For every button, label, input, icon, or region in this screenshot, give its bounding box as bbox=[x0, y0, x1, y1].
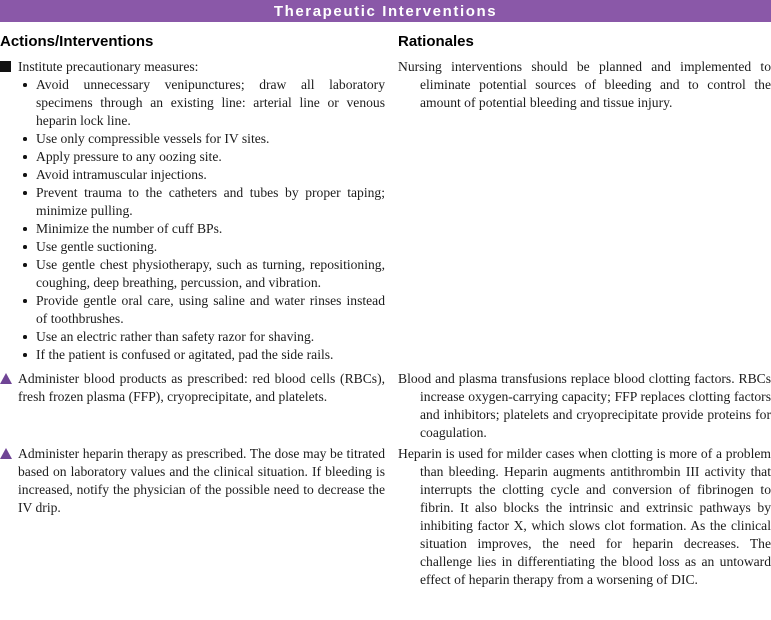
rationale-cell-2 bbox=[398, 370, 771, 445]
action-cell-1 bbox=[0, 58, 385, 370]
list-item bbox=[0, 148, 385, 166]
triangle-icon bbox=[0, 373, 12, 384]
action-text: Administer blood products as prescribed: red blood cells (RBCs), fresh frozen plasma (FFP), cryoprecipitate, and platelets. bbox=[18, 371, 385, 404]
sub-item-text: Use an electric rather than safety razor for shaving. bbox=[36, 329, 315, 344]
column-headings bbox=[0, 33, 771, 50]
triangle-icon bbox=[0, 448, 12, 459]
rationale-paragraph: Heparin is used for milder cases when clotting is more of a problem than bleeding. Heparin augments antithrombin III activity that interrupts the clotting cycle and conversion of fibrinogen to fibrin. It also blocks the intrinsic and extrinsic pathways by inhibiting factor X, which slows clot formation. As the clinical situation improves, the need for heparin decreases. The challenge lies in differentiating the blood loss as an untoward effect of heparin therapy from a worsening of DIC. bbox=[398, 446, 771, 587]
action-item bbox=[0, 370, 385, 406]
list-item bbox=[0, 130, 385, 148]
bullet-icon bbox=[23, 155, 27, 159]
list-item bbox=[0, 328, 385, 346]
bullet-icon bbox=[23, 335, 27, 339]
sub-item-text: Provide gentle oral care, using saline and water rinses instead of toothbrushes. bbox=[36, 293, 385, 326]
page-title: Therapeutic Interventions bbox=[273, 2, 498, 20]
list-item bbox=[0, 346, 385, 364]
action-text: Institute precautionary measures: bbox=[18, 59, 199, 74]
sub-item-text: Avoid unnecessary venipunctures; draw all laboratory specimens through an existing line: arterial line or venous heparin lock line. bbox=[36, 77, 385, 128]
bullet-icon bbox=[23, 191, 27, 195]
action-cell-2 bbox=[0, 370, 385, 445]
sub-item-text: Avoid intramuscular injections. bbox=[36, 167, 207, 182]
list-item bbox=[0, 238, 385, 256]
interventions-table bbox=[0, 58, 771, 589]
action-item bbox=[0, 445, 385, 517]
list-item bbox=[0, 220, 385, 238]
rationale-cell-3 bbox=[398, 445, 771, 589]
bullet-icon bbox=[23, 299, 27, 303]
list-item bbox=[0, 256, 385, 292]
bullet-icon bbox=[23, 83, 27, 87]
list-item bbox=[0, 292, 385, 328]
action-text: Administer heparin therapy as prescribed. The dose may be titrated based on laboratory values and the clinical situation. If bleeding is increased, notify the physician of the possible need to decrease the IV drip. bbox=[18, 446, 385, 515]
sub-item-text: Use only compressible vessels for IV sites. bbox=[36, 131, 270, 146]
rationale-paragraph: Blood and plasma transfusions replace blood clotting factors. RBCs increase oxygen-carrying capacity; FFP replaces clotting factors and inhibitors; platelets and cryoprecipitate provide proteins for coagulation. bbox=[398, 371, 771, 440]
action-item bbox=[0, 58, 385, 76]
list-item bbox=[0, 184, 385, 220]
sub-item-text: Prevent trauma to the catheters and tubes by proper taping; minimize pulling. bbox=[36, 185, 385, 218]
bullet-icon bbox=[23, 227, 27, 231]
sub-item-text: Use gentle suctioning. bbox=[36, 239, 158, 254]
sub-item-text: Apply pressure to any oozing site. bbox=[36, 149, 222, 164]
section-title-bar bbox=[0, 0, 771, 22]
column-heading-rationales: Rationales bbox=[398, 33, 474, 50]
square-icon bbox=[0, 61, 11, 72]
bullet-icon bbox=[23, 245, 27, 249]
action-cell-3 bbox=[0, 445, 385, 589]
bullet-icon bbox=[23, 137, 27, 141]
list-item bbox=[0, 166, 385, 184]
rationale-paragraph: Nursing interventions should be planned and implemented to eliminate potential sources of bleeding and to control the amount of potential bleeding and tissue injury. bbox=[398, 59, 771, 110]
bullet-icon bbox=[23, 173, 27, 177]
sub-item-text: Use gentle chest physiotherapy, such as turning, repositioning, coughing, deep breathing, percussion, and vibration. bbox=[36, 257, 385, 290]
bullet-icon bbox=[23, 353, 27, 357]
column-heading-actions: Actions/Interventions bbox=[0, 33, 154, 50]
sub-item-text: Minimize the number of cuff BPs. bbox=[36, 221, 223, 236]
precaution-list bbox=[0, 76, 385, 364]
bullet-icon bbox=[23, 263, 27, 267]
list-item bbox=[0, 76, 385, 130]
sub-item-text: If the patient is confused or agitated, pad the side rails. bbox=[36, 347, 334, 362]
rationale-cell-1 bbox=[398, 58, 771, 370]
